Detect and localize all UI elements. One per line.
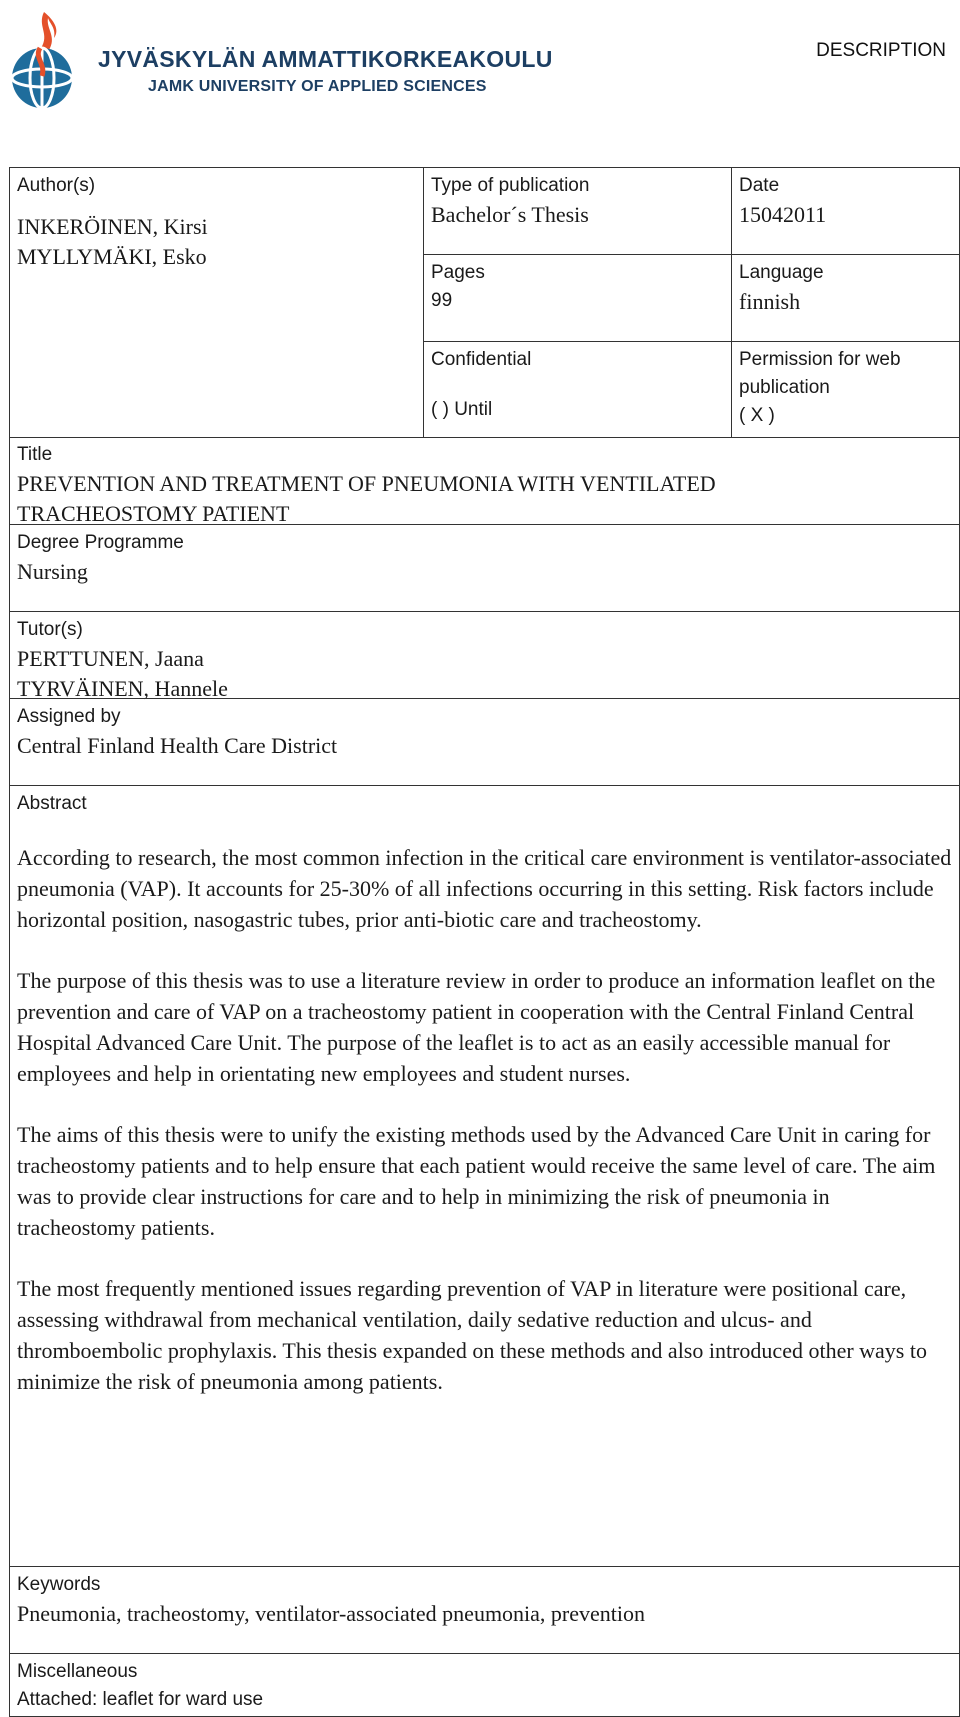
publication-type-label: Type of publication [431,175,590,196]
degree-label: Degree Programme [17,532,184,553]
web-permission-label: Permission for web publication [739,349,901,398]
thesis-title: PREVENTION AND TREATMENT OF PNEUMONIA WITH VENTILATED [17,471,716,496]
thesis-title: TRACHEOSTOMY PATIENT [17,501,290,526]
title-cell [9,437,960,525]
web-permission-cell [731,341,960,438]
authors-cell [9,167,424,438]
date-value: 15042011 [739,202,827,227]
degree-cell [9,524,960,612]
language-label: Language [739,262,824,283]
confidential-label: Confidential [431,349,532,370]
language-value: finnish [739,289,801,314]
abstract-label: Abstract [17,793,87,814]
tutors-label: Tutor(s) [17,619,83,640]
title-label: Title [17,444,53,465]
misc-value: Attached: leaflet for ward use [17,1689,264,1710]
pages-label: Pages [431,262,485,283]
institution-name-fi: JYVÄSKYLÄN AMMATTIKORKEAKOULU [98,46,553,72]
abstract-cell [9,785,960,1567]
jamk-logo-icon [4,8,84,113]
assigned-label: Assigned by [17,706,121,727]
misc-label: Miscellaneous [17,1661,138,1682]
author-name: INKERÖINEN, Kirsi [17,214,208,239]
abstract-paragraph: According to research, the most common infection in the critical care environment is ventilator-associated pneumonia (VAP). It accounts for 25-30% of all infections occurring in this setting. Risk factors include horizontal position, nasogastric tubes, prior anti-biotic care and tracheostomy. [17,845,952,932]
publication-type-cell [423,167,732,255]
assigned-cell [9,698,960,786]
keywords-label: Keywords [17,1574,101,1595]
abstract-paragraph: The purpose of this thesis was to use a literature review in order to produce an information leaflet on the prevention and care of VAP on a tracheostomy patient in cooperation with the Central Finland Central Hospital Advanced Care Unit. The purpose of the leaflet is to act as an easily accessible manual for employees and help in orientating new employees and student nurses. [17,968,936,1086]
document-type: DESCRIPTION [816,40,946,61]
date-label: Date [739,175,780,196]
publication-type-value: Bachelor´s Thesis [431,202,589,227]
tutor-name: TYRVÄINEN, Hannele [17,676,228,701]
abstract-paragraph: The most frequently mentioned issues regarding prevention of VAP in literature were positional care, assessing withdrawal from mechanical ventilation, daily sedative reduction and ulcus- and thromboembolic prophylaxis. This thesis expanded on these methods and also introduced other ways to minimize the risk of pneumonia among patients. [17,1276,927,1394]
confidential-value: ( ) Until [431,399,493,420]
institution-name-en: JAMK UNIVERSITY OF APPLIED SCIENCES [148,78,487,95]
misc-cell [9,1653,960,1717]
tutors-cell [9,611,960,699]
confidential-cell [423,341,732,438]
pages-cell [423,254,732,342]
degree-value: Nursing [17,559,88,584]
language-cell [731,254,960,342]
date-cell [731,167,960,255]
abstract-paragraph: The aims of this thesis were to unify the existing methods used by the Advanced Care Unit in caring for tracheostomy patients and to help ensure that each patient would receive the same level of care. The aim was to provide clear instructions for care and to help in minimizing the risk of pneumonia in tracheostomy patients. [17,1122,936,1240]
assigned-value: Central Finland Health Care District [17,733,338,758]
authors-label: Author(s) [17,175,96,196]
pages-value: 99 [431,290,453,311]
author-name: MYLLYMÄKI, Esko [17,244,207,269]
keywords-value: Pneumonia, tracheostomy, ventilator-associated pneumonia, prevention [17,1601,646,1626]
keywords-cell [9,1566,960,1654]
web-permission-value: ( X ) [739,405,775,426]
tutor-name: PERTTUNEN, Jaana [17,646,204,671]
